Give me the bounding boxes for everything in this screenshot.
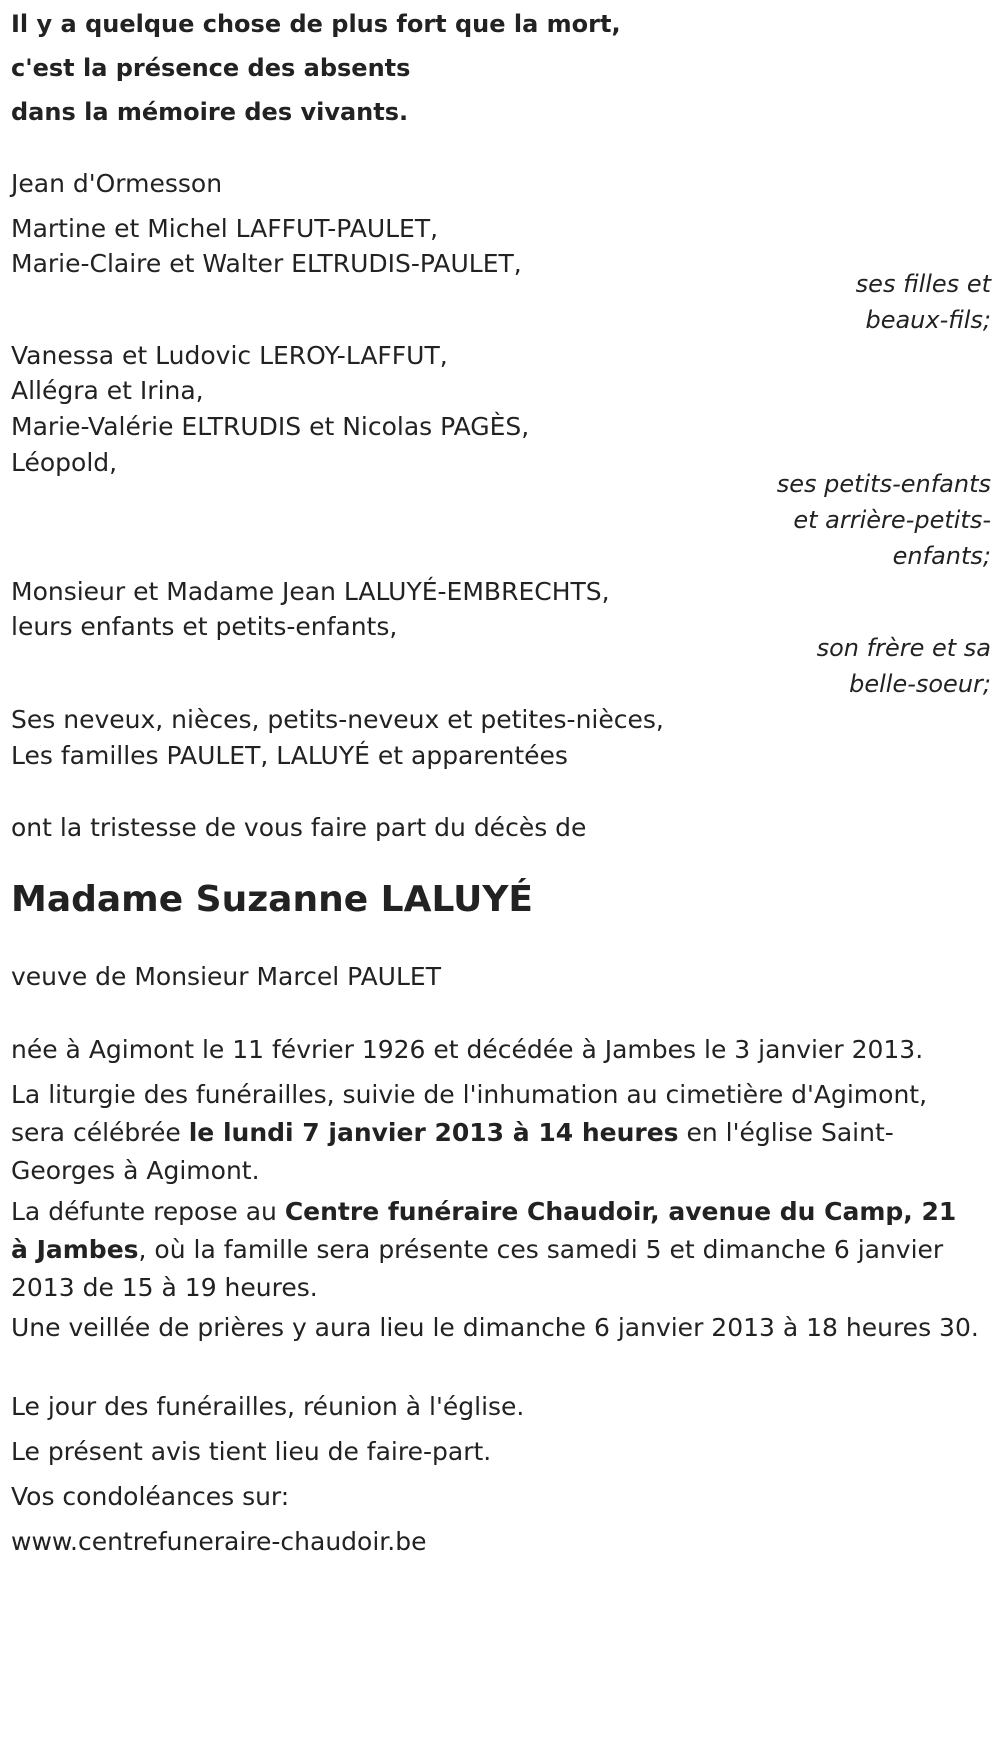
relation-label: beaux-fils; <box>865 306 991 334</box>
family-line: Marie-Valérie ELTRUDIS et Nicolas PAGÈS, <box>11 412 530 441</box>
announcement: ont la tristesse de vous faire part du décès de <box>11 813 587 842</box>
liturgy-text: en l'église Saint-Georges à Agimont. <box>11 1118 894 1185</box>
repose-text: , où la famille sera présente ces samedi 5 et dimanche 6 janvier 2013 de 15 à 19 heures. <box>11 1235 944 1302</box>
relation-label: son frère et sa <box>816 634 991 662</box>
relation-label: ses petits-enfants <box>776 470 991 498</box>
family-line: Les familles PAULET, LALUYÉ et apparentées <box>11 741 568 770</box>
family-line: Ses neveux, nièces, petits-neveux et petites-nièces, <box>11 705 664 734</box>
quote-line-1: Il y a quelque chose de plus fort que la mort, <box>11 10 621 38</box>
family-line: Allégra et Irina, <box>11 376 204 405</box>
relation-label: enfants; <box>892 542 991 570</box>
relation-label: et arrière-petits- <box>793 506 991 534</box>
family-line: Martine et Michel LAFFUT-PAULET, <box>11 214 439 243</box>
liturgy-date: le lundi 7 janvier 2013 à 14 heures <box>188 1118 679 1147</box>
family-line: leurs enfants et petits-enfants, <box>11 612 398 641</box>
deceased-name: Madame Suzanne LALUYÉ <box>11 879 533 920</box>
family-line: Marie-Claire et Walter ELTRUDIS-PAULET, <box>11 249 522 278</box>
liturgy-text: La liturgie des funérailles, suivie de l'inhumation au cimetière d'Agimont, sera célébrée <box>11 1080 928 1147</box>
family-line: Léopold, <box>11 448 118 477</box>
family-line: Monsieur et Madame Jean LALUYÉ-EMBRECHTS, <box>11 577 610 606</box>
repose-text: La défunte repose au <box>11 1197 285 1226</box>
family-line: Vanessa et Ludovic LEROY-LAFFUT, <box>11 341 448 370</box>
notice: Le présent avis tient lieu de faire-part. <box>11 1437 492 1466</box>
relation-label: belle-soeur; <box>849 670 991 698</box>
meeting: Le jour des funérailles, réunion à l'église. <box>11 1392 525 1421</box>
liturgy-paragraph <box>11 1076 981 1190</box>
birth-death: née à Agimont le 11 février 1926 et décédée à Jambes le 3 janvier 2013. <box>11 1035 924 1064</box>
vigil: Une veillée de prières y aura lieu le dimanche 6 janvier 2013 à 18 heures 30. <box>11 1313 979 1342</box>
condolences-label: Vos condoléances sur: <box>11 1482 290 1511</box>
repose-paragraph <box>11 1193 981 1307</box>
website-link[interactable]: www.centrefuneraire-chaudoir.be <box>11 1527 427 1556</box>
repose-location: Centre funéraire Chaudoir, avenue du Camp, 21 à Jambes <box>11 1197 957 1264</box>
quote-line-3: dans la mémoire des vivants. <box>11 98 409 126</box>
widow-of: veuve de Monsieur Marcel PAULET <box>11 962 441 991</box>
relation-label: ses filles et <box>855 270 991 298</box>
quote-line-2: c'est la présence des absents <box>11 54 411 82</box>
quote-author: Jean d'Ormesson <box>11 169 223 198</box>
